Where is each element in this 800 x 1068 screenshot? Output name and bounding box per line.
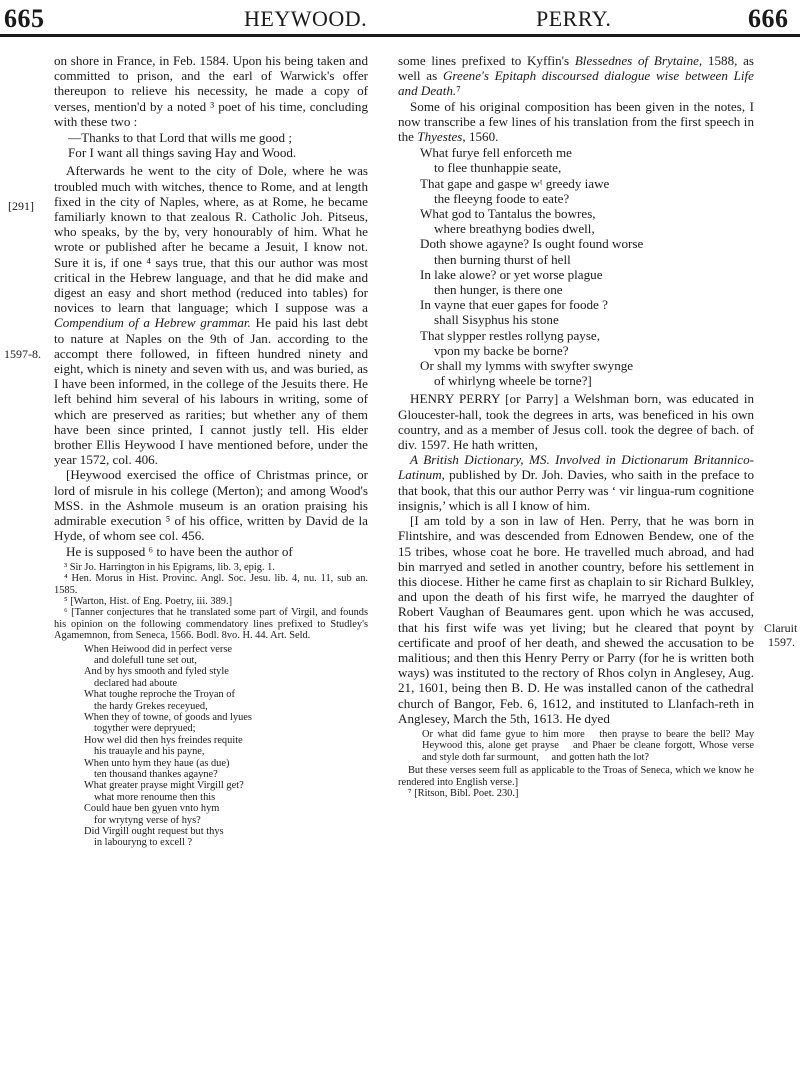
left-column <box>54 53 368 851</box>
verse-line: in labouryng to excell ? <box>94 837 193 849</box>
verse-line: Whose verse and style doth far surmount, <box>422 740 754 763</box>
verse-line: What greater prayse might Virgill get? <box>84 780 244 792</box>
italic-title: Thyestes, <box>417 129 466 145</box>
verse-line: And by hys smooth and fyled style <box>84 666 229 678</box>
footnote-verse <box>422 729 754 763</box>
verse-line: That gape and gaspe wᵗ greedy iawe <box>420 175 610 191</box>
paragraph <box>54 163 368 467</box>
verse-line: In vayne that euer gapes for foode ? <box>420 297 608 313</box>
verse-line: then prayse to beare the bell? <box>599 728 731 740</box>
footnote: ⁵ [Warton, Hist. of Eng. Poetry, iii. 389.] <box>64 595 233 607</box>
paragraph: [I am told by a son in law of Hen. Perry, that he was born in Flintshire, and was descended from Ednowen Bendew, one of the 15 tribes, whose coat he bore. He travelled much abroad, and had bin marryed and setled in another country, before his settlement in this diocese. Hither he came first as chaplain to sir Richard Bulkley, and upon the death of his first wife, he marryed the daughter of Robert Vaughan of Beaumares gent. upon which he was accused, that his first wife was yet living; but he cleared that poynt by certificate and proof of her death, and shewed the accusation to be malitious; and then this Henry Perry or Parry (for he is written both ways) was instituted to the rectory of Rhos colyn in Anglesey, Aug. 21, 1601, being then B. D. He was installed canon of the cathedral church of Bangor, Feb. 6, 1612, and instituted to Llanfach-reth in Anglesey, March the 5th, 1613. He dyed <box>398 513 754 726</box>
page-number-left: 665 <box>4 4 45 33</box>
verse-line: togyther were depryued; <box>94 723 196 735</box>
footnote-verse <box>84 644 368 849</box>
verse-line: to flee thunhappie seate, <box>434 160 562 176</box>
paragraph-text: published by Dr. Joh. Davies, who saith in the preface to that book, that this our author Perry was ‘ vir lingua-rum cognitione insignis,’ which is all I know of him. <box>398 467 754 513</box>
paragraph-text: 1560. <box>468 129 499 145</box>
paragraph-text: some lines prefixed to Kyffin's <box>398 53 570 68</box>
verse-line: Or shall my lymms with swyfter swynge <box>420 358 634 374</box>
entry-heading-paragraph: HENRY PERRY [or Parry] a Welshman born, was educated in Gloucester-hall, took the degrees in arts, was beneficed in his own country, and as a member of Jesus coll. took the degree of bach. of div. 1597. He hath written, <box>398 391 754 453</box>
verse-line: What god to Tantalus the bowres, <box>420 206 596 222</box>
running-title-right: PERRY. <box>536 6 612 31</box>
paragraph <box>398 452 754 513</box>
paragraph: He is supposed ⁶ to have been the author of <box>66 543 293 559</box>
page-number-right: 666 <box>748 4 789 33</box>
verse-line: the fleeyng foode to eate? <box>434 190 570 206</box>
verse-line: That slypper restles rollyng payse, <box>420 327 600 343</box>
running-header <box>0 0 800 44</box>
verse-line: When unto hym they haue (as due) <box>84 757 230 769</box>
verse-line: for wrytyng verse of hys? <box>94 814 201 826</box>
verse-quote <box>420 145 754 388</box>
verse-line: What toughe reproche the Troyan of <box>84 689 235 701</box>
verse-line: Or what did fame gyue to him more <box>422 728 585 740</box>
verse-line: shall Sisyphus his stone <box>434 312 559 328</box>
verse-line: ten thousand thankes agayne? <box>94 769 218 781</box>
verse-line: then hunger, is there one <box>434 282 563 298</box>
paragraph-text: He paid his last debt to nature at Naples on the 9th of Jan. according to the accompt there followed, in fifteen hundred ninety and eight, which is ninety and seven with us, and was buried, as I have been informed, in the college of the Jesuits there. He left behind him several of his labours in writing, some of which are preserved as rarities; but whether any of them have been since printed, I cannot justly tell. His elder brother Ellis Heywood I have mentioned before, under the year 1572, col. 406. <box>54 315 368 468</box>
verse-line: and dolefull tune set out, <box>94 654 198 666</box>
verse-line: In lake alowe? or yet worse plague <box>420 266 603 282</box>
paragraph <box>398 53 754 99</box>
verse-line: what more renoume then this <box>94 791 216 803</box>
paragraph-text: 1588, as well as <box>398 53 754 84</box>
verse-line: Did Virgill ought request but thys <box>84 826 224 838</box>
verse-line: May Heywood this, alone get prayse <box>422 728 755 752</box>
verse-line: then burning thurst of hell <box>434 251 571 267</box>
footnote: ³ Sir Jo. Harrington in his Epigrams, lib. 3, epig. 1. <box>64 561 275 573</box>
paragraph: on shore in France, in Feb. 1584. Upon his being taken and committed to prison, and the earl of Warwick's offer thereupon to relieve his necessity, he made a copy of verses, mention'd by a noted ³ poet of his time, concluding with these two : <box>54 53 368 129</box>
verse-line: and Phaer be cleane forgott, <box>572 740 696 752</box>
italic-title: Compendium of a Hebrew grammar. <box>54 315 251 331</box>
verse-line: For I want all things saving Hay and Wood. <box>68 145 297 161</box>
running-title-left: HEYWOOD. <box>244 6 368 31</box>
verse-line: When Heiwood did in perfect verse <box>84 643 233 655</box>
paragraph-text: Afterwards he went to the city of Dole, where he was troubled much with witches, thence to Rome, and at length fixed in the city of Naples, where, as at Rome, he became familiarly known to that zealous R. Catholic Joh. Pitseus, who speaks, by the by, very honourably of him. What he wrote or published after he became a Jesuit, I know not. Sure it is, if one ⁴ says true, that this our author was most critical in the Hebrew language, and that he did make and digest an easy and short method (reduced into tables) for novices to learn that language; which I suppose was a <box>54 163 368 316</box>
paragraph-text: Some of his original composition has been given in the notes, I now transcribe a few lines of his translation from the first speech in the <box>398 98 754 145</box>
footnotes <box>398 729 754 799</box>
right-column <box>398 53 754 799</box>
verse-line: declared had aboute <box>94 677 178 689</box>
paragraph: [Heywood exercised the office of Christmas prince, or lord of misrule in his college (Merton); and among Wood's MSS. in the Ashmole museum is an oration praising his admirable execution ⁵ of his office, written by David de la Hyde, of whom see col. 456. <box>54 467 368 544</box>
italic-title: A British Dictionary, MS. Involved in Dictionarum Britannico-Latinum, <box>398 452 754 483</box>
verse-line: and gotten hath the lot? <box>551 751 650 763</box>
italic-title: Greene's Epitaph discoursed dialogue wise between Life and Death. <box>398 68 754 99</box>
verse-line: What furye fell enforceth me <box>420 145 572 161</box>
paragraph <box>398 99 754 145</box>
verse-line: How wel did then hys freindes requite <box>84 734 243 746</box>
verse-line: where breathyng bodies dwell, <box>434 221 595 237</box>
verse-line: —Thanks to that Lord that wills me good ; <box>68 130 293 146</box>
footnotes <box>54 562 368 849</box>
footnote: But these verses seem full as applicable to the Troas of Seneca, which we know he rendered into English verse.] <box>398 765 754 788</box>
verse-line: vpon my backe be borne? <box>434 342 569 358</box>
margin-note-year: 1597. <box>768 635 795 649</box>
verse-quote <box>68 130 368 160</box>
verse-line: of whirlyng wheele be torne?] <box>434 373 592 389</box>
italic-title: Blessednes of Brytaine, <box>574 53 703 68</box>
header-rule <box>0 34 800 37</box>
verse-line: Doth showe agayne? Is ought found worse <box>420 236 644 252</box>
margin-note-claruit: Claruit <box>764 621 798 635</box>
verse-line: his trauayle and his payne, <box>94 746 205 758</box>
margin-note-date: 1597-8. <box>4 347 41 361</box>
footnote-ref: ⁷ <box>456 83 461 99</box>
footnote: ⁶ [Tanner conjectures that he translated some part of Virgil, and founds his opinion on the following commendatory lines prefixed to Studley's Agamemnon, from Seneca, 1566. Bodl. 8vo. H. 44. Art. Seld. <box>54 607 368 642</box>
verse-line: When they of towne, of goods and lyues <box>84 711 252 723</box>
footnote: ⁴ Hen. Morus in Hist. Provinc. Angl. Soc. Jesu. lib. 4, nu. 11, sub an. 1585. <box>54 573 368 596</box>
verse-line: Could haue ben gyuen vnto hym <box>84 803 220 815</box>
footnote: ⁷ [Ritson, Bibl. Poet. 230.] <box>408 787 519 799</box>
margin-note-page: [291] <box>8 199 34 213</box>
verse-line: the hardy Grekes receyued, <box>94 700 208 712</box>
